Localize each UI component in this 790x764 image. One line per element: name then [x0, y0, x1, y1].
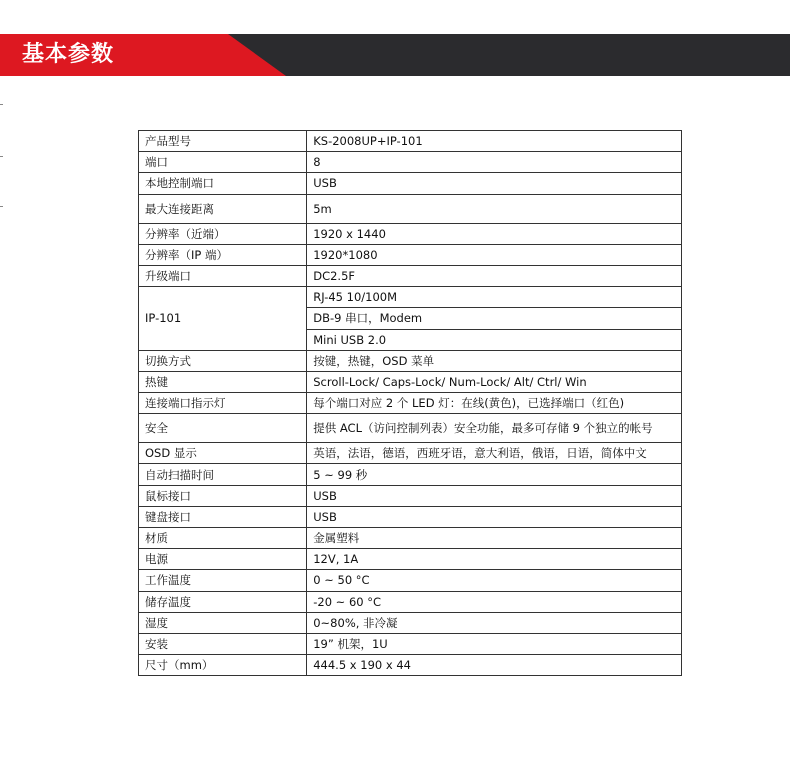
spec-label: 端口 [139, 152, 307, 173]
edge-mark [0, 206, 3, 207]
table-row [139, 194, 682, 223]
spec-value: USB [307, 173, 682, 194]
spec-value: 12V, 1A [307, 549, 682, 570]
table-row [139, 287, 682, 308]
spec-value: 每个端口对应 2 个 LED 灯：在线(黄色)，已选择端口（红色) [307, 393, 682, 414]
spec-label: IP-101 [139, 287, 307, 351]
spec-label: 鼠标接口 [139, 485, 307, 506]
table-row [139, 244, 682, 265]
edge-mark [0, 104, 3, 105]
table-row [139, 549, 682, 570]
spec-label: 安全 [139, 414, 307, 443]
spec-label: 最大连接距离 [139, 194, 307, 223]
spec-label: 连接端口指示灯 [139, 393, 307, 414]
spec-label: 储存温度 [139, 591, 307, 612]
table-row [139, 443, 682, 464]
spec-label: 安装 [139, 633, 307, 654]
section-banner [0, 34, 790, 76]
spec-label: 分辨率（近端） [139, 223, 307, 244]
spec-value: 1920 x 1440 [307, 223, 682, 244]
spec-table [138, 130, 682, 676]
spec-value: 按键，热键，OSD 菜单 [307, 350, 682, 371]
spec-label: 尺寸（mm） [139, 655, 307, 676]
spec-label: 分辨率（IP 端） [139, 244, 307, 265]
spec-label: 材质 [139, 528, 307, 549]
spec-label: 本地控制端口 [139, 173, 307, 194]
table-row [139, 371, 682, 392]
table-row [139, 350, 682, 371]
table-row [139, 528, 682, 549]
spec-value: Mini USB 2.0 [307, 329, 682, 350]
edge-mark [0, 156, 3, 157]
spec-label: 工作温度 [139, 570, 307, 591]
table-row [139, 485, 682, 506]
spec-label: 键盘接口 [139, 506, 307, 527]
table-row [139, 591, 682, 612]
spec-label: 电源 [139, 549, 307, 570]
spec-value: 1920*1080 [307, 244, 682, 265]
spec-label: 产品型号 [139, 131, 307, 152]
spec-value: DC2.5F [307, 265, 682, 286]
table-row [139, 633, 682, 654]
spec-value: 444.5 x 190 x 44 [307, 655, 682, 676]
spec-value: RJ-45 10/100M [307, 287, 682, 308]
table-row [139, 570, 682, 591]
table-row [139, 131, 682, 152]
spec-label: 升级端口 [139, 265, 307, 286]
table-row [139, 393, 682, 414]
spec-label: 自动扫描时间 [139, 464, 307, 485]
section-title: 基本参数 [22, 42, 115, 67]
table-row [139, 223, 682, 244]
spec-value: Scroll-Lock/ Caps-Lock/ Num-Lock/ Alt/ Ctrl/ Win [307, 371, 682, 392]
spec-label: 切换方式 [139, 350, 307, 371]
spec-value: 0 ~ 50 °C [307, 570, 682, 591]
spec-label: OSD 显示 [139, 443, 307, 464]
spec-value: 提供 ACL（访问控制列表）安全功能，最多可存储 9 个独立的帐号 [307, 414, 682, 443]
spec-value: DB-9 串口，Modem [307, 308, 682, 329]
spec-label: 湿度 [139, 612, 307, 633]
spec-value: 8 [307, 152, 682, 173]
table-row [139, 414, 682, 443]
table-row [139, 173, 682, 194]
table-row [139, 152, 682, 173]
table-row [139, 506, 682, 527]
spec-value: 金属塑料 [307, 528, 682, 549]
spec-value: 0~80%, 非冷凝 [307, 612, 682, 633]
spec-label: 热键 [139, 371, 307, 392]
spec-value: 英语，法语，德语，西班牙语，意大利语，俄语，日语，简体中文 [307, 443, 682, 464]
spec-value: USB [307, 506, 682, 527]
spec-value: KS-2008UP+IP-101 [307, 131, 682, 152]
spec-value: USB [307, 485, 682, 506]
table-row [139, 655, 682, 676]
spec-value: 5 ~ 99 秒 [307, 464, 682, 485]
spec-value: 5m [307, 194, 682, 223]
spec-value: -20 ~ 60 °C [307, 591, 682, 612]
table-row [139, 265, 682, 286]
spec-value: 19” 机架，1U [307, 633, 682, 654]
table-row [139, 464, 682, 485]
table-row [139, 612, 682, 633]
